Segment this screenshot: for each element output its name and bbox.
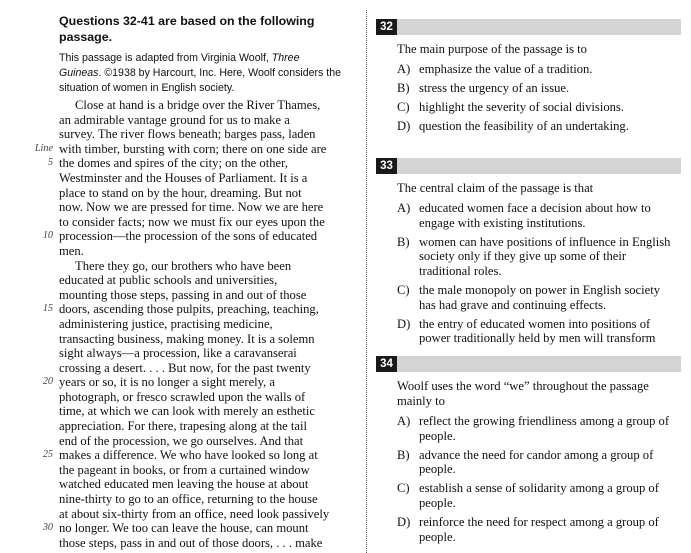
passage-line [59,507,349,522]
choice-text: advance the need for candor among a group of people. [419,447,654,477]
question-33 [376,158,681,350]
answer-choice[interactable] [397,414,677,443]
intro-book-title: Three Guineas [59,52,300,79]
choice-letter: D) [397,515,411,530]
choice-text: reflect the growing friendliness among a group of people. [419,414,670,443]
passage-line [47,156,349,171]
passage-line [59,332,349,347]
question-stem: The main purpose of the passage is to [397,42,587,56]
passage-line-text: no longer. We too can leave the house, can mount [59,521,309,536]
passage-line-text: procession—the procession of the sons of educated [59,229,318,244]
line-number: 5 [47,157,53,169]
choice-letter: A) [397,62,411,76]
passage-line-text: the pageant in books, or from a curtained window [59,462,310,477]
choice-text: women can have positions of influence in English society only if they give up some of their traditional roles. [419,234,671,278]
choice-letter: C) [397,282,410,297]
passage-line-text: transacting business, making money. It is a solemn [59,331,315,346]
passage-line [59,273,349,288]
passage-line-text: doors, ascending those pulpits, preaching, teaching, [59,302,319,317]
choice-letter: D) [397,119,411,134]
passage-line-text: administering justice, practising medicine, [59,316,273,331]
passage-line-text: men. [59,243,84,258]
choice-text: question the feasibility of an undertaking. [419,119,629,134]
passage-line-text: end of the procession, we go ourselves. And that [59,433,304,448]
question-header-bar [376,158,681,174]
choice-text: emphasize the value of a tradition. [419,62,593,76]
passage-line [59,492,349,507]
passage-text [34,98,349,550]
passage-line [59,390,349,405]
line-number: 15 [42,303,53,315]
answer-choices [397,414,677,544]
passage-line [59,434,349,449]
answer-choice[interactable] [397,81,677,96]
passage-line [59,215,349,230]
question-header-bar [376,19,681,35]
passage-line-text: place to stand on by the hour, dreaming. But not [59,185,302,200]
passage-line-text: nine-thirty to go to an office, returning to the house [59,492,318,507]
passage-line [59,346,349,361]
choice-letter: C) [397,481,410,496]
answer-choice[interactable] [397,481,677,510]
answer-choices [397,201,677,346]
passage-line-text: Westminster and the Houses of Parliament. It is a [59,170,308,185]
column-divider [366,10,367,553]
passage-line [59,361,349,376]
passage-line-text: There they go, our brothers who have been [75,258,292,273]
answer-choice[interactable] [397,62,677,77]
intro-text: This passage is adapted from Virginia Woolf, [59,52,272,64]
passage-line-text: an admirable vantage ground for us to make a [59,112,290,127]
passage-line-text: now. Now we are pressed for time. Now we are here [59,200,324,215]
choice-letter: B) [397,234,410,249]
choice-text: reinforce the need for respect among a group of people. [419,515,659,544]
answer-choice[interactable] [397,515,677,544]
question-number: 32 [376,19,397,35]
passage-line-text: sight always—a procession, like a caravanserai [59,346,297,361]
passage-line-text: with timber, bursting with corn; there on one side are [59,141,327,156]
answer-choice[interactable] [397,317,677,346]
intro-text-end: . ©1938 by Harcourt, Inc. Here, Woolf considers the situation of women in English society. [59,67,342,94]
choice-letter: A) [397,201,411,215]
passage-line [42,302,349,317]
choice-text: the entry of educated women into positions of power traditionally held by men will transform [419,316,656,346]
passage-line [59,127,349,142]
passage-line [59,317,349,332]
choice-letter: A) [397,414,411,428]
choice-text: stress the urgency of an issue. [419,81,570,96]
passage-line-text: time, at which we can look with merely an esthetic [59,404,315,419]
passage-line-text: to consider facts; now we must fix our eyes upon the [59,214,325,229]
passage-line [59,186,349,201]
passage-line [42,448,349,463]
passage-line-text: Close at hand is a bridge over the River Thames, [75,98,321,112]
question-number: 33 [376,158,397,174]
passage-line [42,229,349,244]
passage-line-text: years or so, it is no longer a sight merely, a [59,375,276,390]
line-number: 20 [42,376,53,388]
answer-choice[interactable] [397,100,677,115]
choice-letter: B) [397,447,410,462]
question-stem: The central claim of the passage is that [397,181,594,195]
passage-line [34,141,349,157]
passage-line [59,259,349,274]
question-header-bar [376,356,681,372]
passage-line-text: survey. The river flows beneath; barges pass, laden [59,127,316,142]
passage-line-text: those steps, pass in and out of those doors, . . . make [59,535,323,550]
line-number: 30 [42,522,53,534]
question-34 [376,356,681,549]
answer-choice[interactable] [397,283,677,312]
answer-choice[interactable] [397,448,677,477]
passage-line-text: makes a difference. We who have looked so long at [59,448,318,463]
passage-intro [59,51,344,96]
passage-line [42,521,349,536]
choice-text: educated women face a decision about how to engage with existing institutions. [419,201,651,230]
question-stem: Woolf uses the word “we” throughout the passage mainly to [397,379,649,408]
choice-text: establish a sense of solidarity among a group of people. [419,481,659,510]
passage-line [59,404,349,419]
passage-line [59,536,349,551]
answer-choices [397,62,677,134]
passage-line [59,463,349,478]
passage-line [59,200,349,215]
choice-letter: C) [397,100,410,115]
line-number: Line [34,142,53,154]
answer-choice[interactable] [397,119,677,134]
passage-line [59,288,349,303]
passage-line [59,98,349,113]
answer-choice[interactable] [397,201,677,230]
passage-line-text: crossing a desert. . . . But now, for the past twenty [59,360,311,375]
passage-line [59,244,349,259]
passage-line-text: photograph, or fresco scrawled upon the walls of [59,389,306,404]
passage-line-text: mounting those steps, passing in and out of those [59,287,307,302]
passage-line [42,375,349,390]
question-32 [376,19,681,138]
question-number: 34 [376,356,397,372]
passage-line-text: appreciation. For there, trapesing along at the tail [59,419,307,434]
choice-letter: B) [397,81,410,96]
passage-line [59,419,349,434]
passage-line [59,477,349,492]
passage-line-text: at about six-thirty from an office, need look passively [59,506,330,521]
passage-line-text: watched educated men leaving the house at about [59,477,309,492]
passage-line-text: the domes and spires of the city; on the other, [59,156,288,171]
answer-choice[interactable] [397,235,677,279]
passage-line [59,171,349,186]
passage-line [59,113,349,128]
choice-text: the male monopoly on power in English society has had grave and continuing effects. [419,282,660,312]
line-number: 10 [42,230,53,242]
passage-heading: Questions 32-41 are based on the following passage. [59,14,315,44]
line-number: 25 [42,449,53,461]
choice-letter: D) [397,316,411,331]
passage-line-text: educated at public schools and universities, [59,273,278,288]
choice-text: highlight the severity of social divisions. [419,100,624,115]
